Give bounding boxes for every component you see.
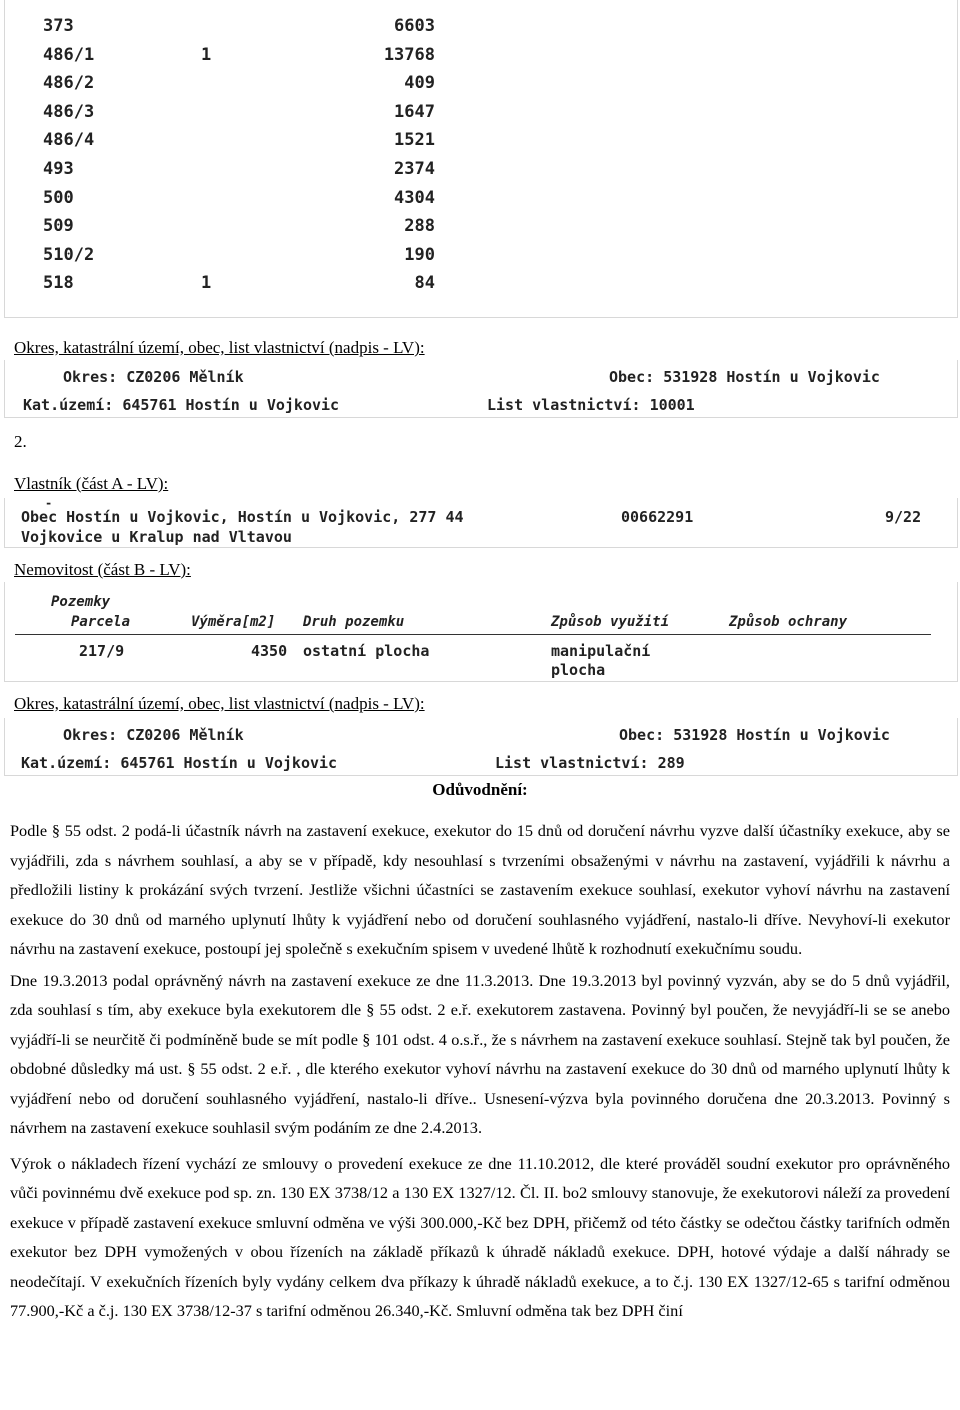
- paragraph-3: Výrok o nákladech řízení vychází ze smlouvy o provedení exekuce ze dne 11.10.2012, dle které prováděl soudní exekutor pro oprávněného vůči povinnému dvě exekuce pod sp. zn. 130 EX 3738/12 a 130 EX 1327/12. Čl. II. bo2 smlouvy stanovuje, že exekutorovi náleží za provedení exekuce v případě zastavení exekuce smluvní odměna ve výši 300.000,-Kč bez DPH, přičemž od této částky se odečtou částky tarifních odměn exekutor bez DPH vymožených v obou řízeních na základě příkazů k úhradě nákladů exekuce. DPH, hotové výdaje a další náhrady se neodečítají. V exekučních řízeních byly vydány celkem dva příkazy k úhradě nákladů exekuce, a to č.j. 130 EX 1327/12-65 s tarifní odměnou 77.900,-Kč a č.j. 130 EX 3738/12-37 s tarifní odměnou 26.340,-Kč. Smluvní odměna tak bez DPH činí: [10, 1153, 950, 1320]
- parcel-number: 486/3: [43, 101, 95, 122]
- ku-value: 645761 Hostín u Vojkovic: [120, 754, 338, 772]
- pozemky-label: Pozemky: [51, 594, 111, 610]
- parcel-area: 1647: [394, 101, 435, 122]
- owner-box: [4, 498, 958, 548]
- owner-share: 9/22: [885, 508, 922, 526]
- section2-heading: Okres, katastrální území, obec, list vlastnictví (nadpis - LV):: [14, 694, 425, 713]
- obec-value: 531928 Hostín u Vojkovic: [673, 726, 890, 744]
- item-number: 2.: [14, 432, 27, 451]
- parcel-area: 409: [404, 73, 435, 94]
- section1-heading: Okres, katastrální území, obec, list vlastnictví (nadpis - LV):: [14, 338, 425, 357]
- parcel-number: 486/4: [43, 130, 95, 151]
- col-parcela: Parcela: [71, 614, 131, 630]
- justification-heading: Odůvodnění:: [432, 780, 528, 799]
- header-rule: [15, 634, 931, 635]
- lv-label: List vlastnictví:: [495, 754, 649, 772]
- okres-value: CZ0206 Mělník: [126, 726, 244, 744]
- parcel-list-image: [4, 0, 958, 318]
- owner-line1: Obec Hostín u Vojkovic, Hostín u Vojkovic, 277 44: [21, 508, 464, 526]
- parcel-area: 84: [414, 273, 435, 294]
- parcel-row: [5, 130, 957, 158]
- parcel-row: [5, 216, 957, 244]
- lv-value: 10001: [649, 396, 695, 414]
- parcel-number: 518: [43, 273, 74, 294]
- parcel-row: [5, 16, 957, 44]
- ku-value: 645761 Hostín u Vojkovic: [122, 396, 340, 414]
- parcel-row: [5, 245, 957, 273]
- col-druh: Druh pozemku: [303, 614, 405, 630]
- paragraph-1: Podle § 55 odst. 2 podá-li účastník návrh na zastavení exekuce, exekutor do 15 dnů od doručení návrhu vyzve další účastníky exekuce, aby se vyjádřili, zda s návrhem souhlasí, a aby se v případě, kdy nesouhlasí s tvrzeními obsaženými v návrhu na zastavení, vyjádřili k návrhu a předložili listiny k prokázání svých tvrzení. Jestliže všichni účastníci se zastavením exekuce souhlasí, exekutor vyhoví návrhu na zastavení exekuce do 30 dnů od marného uplynutí lhůty k vyjádření nebo od doručení souhlasného vyjádření, nastalo-li dříve. Nevyhoví-li exekutor návrhu na zastavení exekuce, postoupí jej společně s exekučním spisem v uvedené lhůtě k rozhodnutí exekučnímu soudu.: [10, 821, 950, 958]
- parcel-area: 288: [404, 216, 435, 237]
- parcel-number: 493: [43, 159, 74, 179]
- parcel-area: 1521: [394, 130, 435, 151]
- ku-label: Kat.území:: [21, 754, 112, 772]
- okres-label: Okres:: [63, 368, 118, 386]
- okres-value: CZ0206 Mělník: [126, 368, 244, 386]
- owner-heading: Vlastník (část A - LV):: [14, 474, 169, 493]
- owner-dash: -: [45, 496, 53, 510]
- col-vyuziti: Způsob využití: [551, 614, 670, 630]
- obec-value: 531928 Hostín u Vojkovic: [663, 368, 880, 386]
- prop-vyuziti-1: manipulační: [551, 642, 651, 660]
- lv-header-box-2: [4, 718, 958, 776]
- parcel-number: 510/2: [43, 244, 95, 265]
- owner-ico: 00662291: [621, 508, 694, 526]
- parcel-number: 500: [43, 187, 74, 208]
- parcel-row: [5, 45, 957, 73]
- col-ochrana: Způsob ochrany: [729, 614, 848, 630]
- prop-druh: ostatní plocha: [303, 642, 430, 660]
- paragraph-2: Dne 19.3.2013 podal oprávněný návrh na zastavení exekuce ze dne 11.3.2013. Dne 19.3.2013 byl povinný vyzván, aby se do 5 dnů vyjádřil, zda souhlasí s tím, aby exekuce byla exekutorem dle § 55 odst. 2 e.ř. exekutorem zastavena. Povinný byl poučen, že nevyjádří-li se se anebo vyjádří-li se neurčitě či podmíněně bude se mít podle § 101 odst. 4 o.s.ř., že s návrhem na zastavení exekuce souhlasí. Stejně tak byl poučen, že obdobné důsledky má ust. § 55 odst. 2 e.ř. , dle kterého exekutor vyhoví návrhu na zastavení exekuce do 30 dnů od marného uplynutí lhůty k vyjádření nebo od doručení souhlasného vyjádření, nastalo-li dříve.. Usnesení-výzva byla povinného doručena dne 20.3.2013. Povinný s návrhem na zastavení exekuce souhlasil svým podáním ze dne 2.4.2013.: [10, 970, 950, 1137]
- parcel-col2: 1: [201, 44, 212, 65]
- parcel-number: 509: [43, 216, 74, 237]
- prop-vyuziti-2: plocha: [551, 661, 606, 679]
- obec-label: Obec:: [609, 368, 655, 386]
- parcel-area: 2374: [394, 159, 435, 179]
- prop-parcela: 217/9: [79, 642, 125, 660]
- parcel-number: 486/2: [43, 73, 95, 94]
- okres-label: Okres:: [63, 726, 118, 744]
- prop-vymera: 4350: [251, 642, 288, 660]
- justification-text: [10, 816, 950, 1326]
- obec-label: Obec:: [619, 726, 665, 744]
- parcel-row: [5, 102, 957, 130]
- owner-line2: Vojkovice u Kralup nad Vltavou: [21, 528, 292, 546]
- property-box: [4, 582, 958, 682]
- parcel-area: 190: [404, 244, 435, 265]
- parcel-col2: 1: [201, 273, 212, 294]
- parcel-row: [5, 159, 957, 187]
- parcel-area: 13768: [383, 44, 435, 65]
- parcel-area: 6603: [394, 16, 435, 36]
- lv-value: 289: [657, 754, 685, 772]
- col-vymera: Výměra[m2]: [191, 614, 276, 630]
- parcel-area: 4304: [394, 187, 435, 208]
- parcel-row: [5, 273, 957, 301]
- lv-header-box-1: [4, 360, 958, 418]
- parcel-row: [5, 73, 957, 101]
- parcel-number: 373: [43, 16, 74, 36]
- lv-label: List vlastnictví:: [487, 396, 641, 414]
- property-heading: Nemovitost (část B - LV):: [14, 560, 191, 579]
- parcel-number: 486/1: [43, 44, 95, 65]
- parcel-row: [5, 188, 957, 216]
- ku-label: Kat.území:: [23, 396, 114, 414]
